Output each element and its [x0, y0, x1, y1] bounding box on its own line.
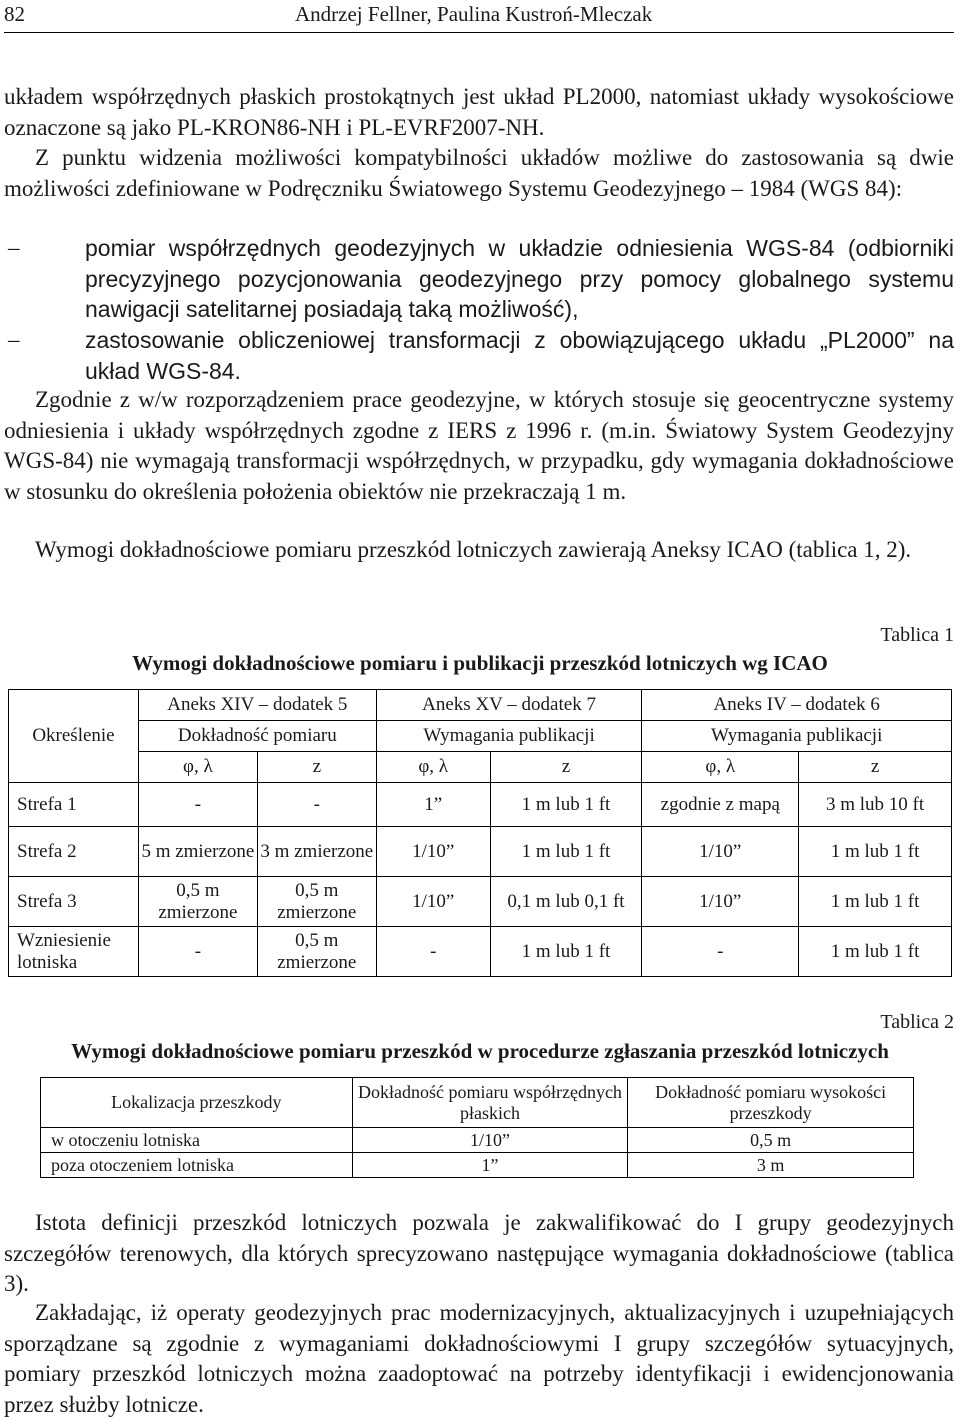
header-rule — [4, 32, 954, 33]
table-cell: 1 m lub 1 ft — [490, 783, 642, 827]
table-cell: - — [138, 927, 257, 977]
table-cell: 3 m — [628, 1153, 914, 1178]
table-1-caption: Tablica 1 — [880, 624, 954, 646]
table-cell: 0,5 m — [628, 1128, 914, 1153]
table-cell: - — [257, 783, 376, 827]
row-label: Strefa 2 — [9, 827, 139, 877]
header-cell: z — [490, 752, 642, 783]
paragraph-4: Wymogi dokładnościowe pomiaru przeszkód lotniczych zawierają Aneksy ICAO (tablica 1, 2). — [35, 537, 912, 562]
table-2 — [40, 1077, 914, 1178]
row-label: Strefa 1 — [9, 783, 139, 827]
paragraph-1: układem współrzędnych płaskich prostokątnych jest układ PL2000, natomiast układy wysokościowe oznaczone są jako PL-KRON86-NH i PL-EVRF2007-NH. — [4, 84, 954, 140]
table-cell: zgodnie z mapą — [642, 783, 799, 827]
paragraph-5: Istota definicji przeszkód lotniczych pozwala je zakwalifikować do I grupy geodezyjnych szczegółów terenowych, dla których sprecyzowano następujące wymagania dokładnościowe (tablica 3). — [4, 1210, 954, 1296]
header-cell: Aneks XIV – dodatek 5 — [138, 690, 376, 721]
header-cell: Lokalizacja przeszkody — [41, 1078, 353, 1128]
header-cell: Dokładność pomiaru — [138, 721, 376, 752]
running-head-authors: Andrzej Fellner, Paulina Kustroń-Mleczak — [295, 2, 653, 26]
table-cell: 1/10” — [376, 827, 490, 877]
table-cell: 1” — [376, 783, 490, 827]
table-cell: 1 m lub 1 ft — [799, 827, 952, 877]
table-cell: - — [642, 927, 799, 977]
table-row — [9, 783, 952, 827]
list-item — [4, 233, 954, 325]
table-row — [41, 1153, 914, 1178]
table-cell: 1 m lub 1 ft — [799, 877, 952, 927]
header-cell: Dokładność pomiaru współrzędnych płaskich — [352, 1078, 628, 1128]
row-label: Wzniesienie lotniska — [9, 927, 139, 977]
table-2-caption: Tablica 2 — [880, 1011, 954, 1033]
table-row — [41, 1128, 914, 1153]
table-cell: 1/10” — [352, 1128, 628, 1153]
table-1 — [8, 689, 952, 977]
table-cell: 1/10” — [642, 877, 799, 927]
dash-marker: – — [8, 327, 20, 352]
table-row — [9, 927, 952, 977]
running-header — [0, 0, 960, 34]
table-cell: 1” — [352, 1153, 628, 1178]
table-cell: 0,5 m zmierzone — [257, 927, 376, 977]
table-cell: 1 m lub 1 ft — [490, 827, 642, 877]
table-cell: 1/10” — [642, 827, 799, 877]
table-cell: 3 m lub 10 ft — [799, 783, 952, 827]
header-cell: Dokładność pomiaru wysokości przeszkody — [628, 1078, 914, 1128]
table-header-row — [41, 1078, 914, 1128]
table-cell: 1 m lub 1 ft — [490, 927, 642, 977]
table-row — [9, 877, 952, 927]
header-cell: Wymagania publikacji — [376, 721, 642, 752]
table-2-title: Wymogi dokładnościowe pomiaru przeszkód w procedurze zgłaszania przeszkód lotniczych — [71, 1039, 889, 1063]
table-cell: w otoczeniu lotniska — [41, 1128, 353, 1153]
header-cell: φ, λ — [138, 752, 257, 783]
page-number: 82 — [4, 2, 25, 26]
header-cell: Aneks IV – dodatek 6 — [642, 690, 952, 721]
table-cell: 0,5 m zmierzone — [138, 877, 257, 927]
table-cell: - — [138, 783, 257, 827]
table-cell: 0,5 m zmierzone — [257, 877, 376, 927]
table-cell: 1 m lub 1 ft — [799, 927, 952, 977]
list-item-text: zastosowanie obliczeniowej transformacji z obowiązującego układu „PL2000” na układ WGS-84. — [85, 327, 954, 384]
list-item-text: pomiar współrzędnych geodezyjnych w układzie odniesienia WGS-84 (odbiorniki precyzyjnego pozycjonowania geodezyjnego przy pomocy globalnego systemu nawigacji satelitarnej posiadają taką możliwość), — [85, 235, 954, 322]
table-cell: 1/10” — [376, 877, 490, 927]
table-header-row — [9, 690, 952, 721]
header-cell: φ, λ — [376, 752, 490, 783]
header-cell: Określenie — [9, 690, 139, 783]
table-cell: 3 m zmierzone — [257, 827, 376, 877]
table-1-title: Wymogi dokładnościowe pomiaru i publikacji przeszkód lotniczych wg ICAO — [132, 651, 828, 675]
table-cell: - — [376, 927, 490, 977]
table-cell: 5 m zmierzone — [138, 827, 257, 877]
row-label: Strefa 3 — [9, 877, 139, 927]
table-header-row — [9, 752, 952, 783]
table-header-row — [9, 721, 952, 752]
header-cell: Aneks XV – dodatek 7 — [376, 690, 642, 721]
paragraph-3: Zgodnie z w/w rozporządzeniem prace geodezyjne, w których stosuje się geocentryczne systemy odniesienia i układy współrzędnych zgodne z IERS z 1996 r. (m.in. Światowy System Geodezyjny WGS-84) nie wymagają transformacji współrzędnych, w przypadku, gdy wymagania dokładnościowe w stosunku do określenia położenia obiektów nie przekraczają 1 m. — [4, 387, 954, 504]
header-cell: Wymagania publikacji — [642, 721, 952, 752]
header-cell: z — [799, 752, 952, 783]
table-cell: 0,1 m lub 0,1 ft — [490, 877, 642, 927]
paragraph-6: Zakładając, iż operaty geodezyjnych prac modernizacyjnych, aktualizacyjnych i uzupełniających sporządzane są zgodnie z wymaganiami dokładnościowymi I grupy szczegółów sytuacyjnych, pomiary przeszkód lotniczych można zaadoptować na potrzeby identyfikacji i ewidencjonowania przez służby lotnicze. — [4, 1300, 954, 1417]
table-cell: poza otoczeniem lotniska — [41, 1153, 353, 1178]
table-row — [9, 827, 952, 877]
header-cell: φ, λ — [642, 752, 799, 783]
dash-marker: – — [8, 235, 20, 260]
paragraph-2: Z punktu widzenia możliwości kompatybilności układów możliwe do zastosowania są dwie możliwości zdefiniowane w Podręczniku Światowego Systemu Geodezyjnego – 1984 (WGS 84): — [4, 145, 954, 201]
header-cell: z — [257, 752, 376, 783]
list-item — [4, 325, 954, 387]
